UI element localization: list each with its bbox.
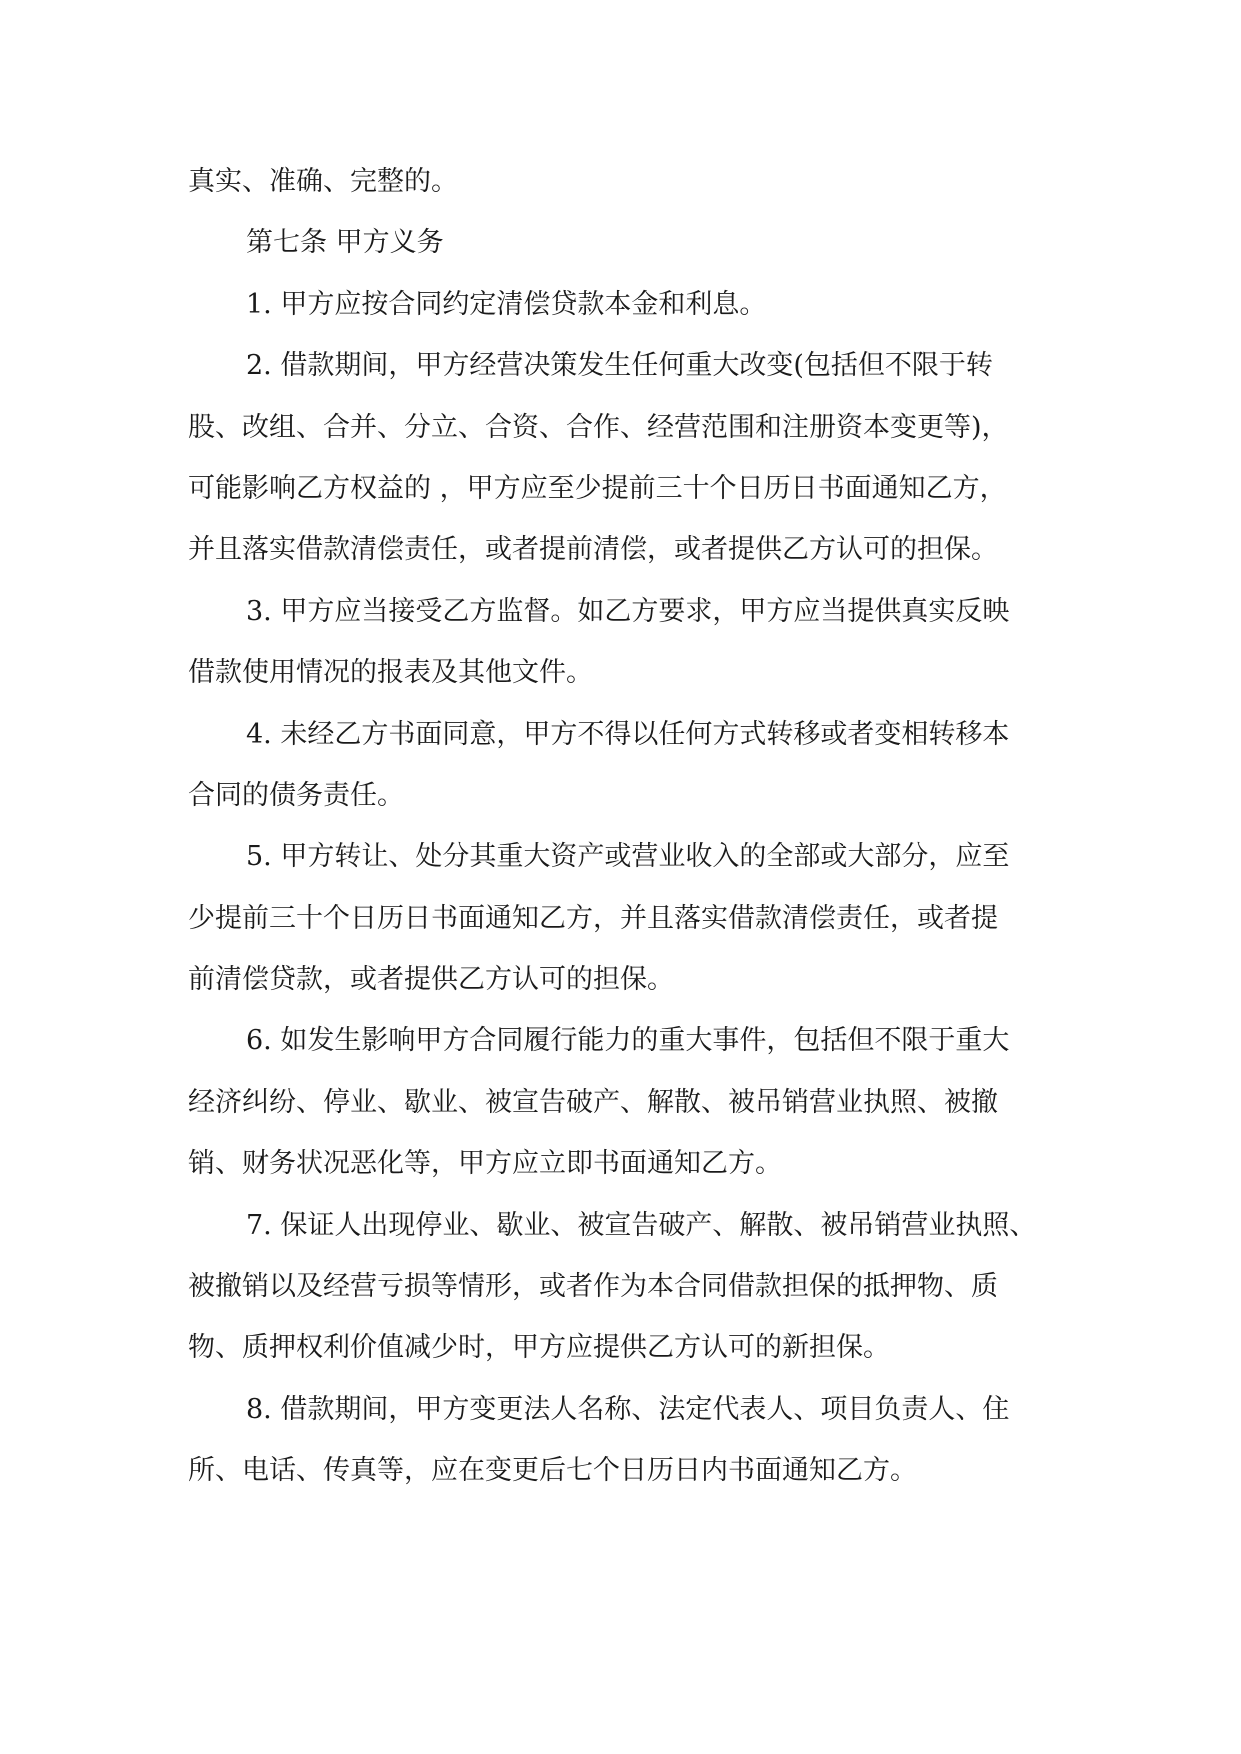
clause-8-line-2: 所、电话、传真等，应在变更后七个日历日内书面通知乙方。 [188,1455,917,1487]
clause-2-line-4: 并且落实借款清偿责任，或者提前清偿，或者提供乙方认可的担保。 [188,534,998,566]
clause-2-line-3: 可能影响乙方权益的 ，甲方应至少提前三十个日历日书面通知乙方， [188,472,1007,504]
clause-7-line-3: 物、质押权利价值减少时，甲方应提供乙方认可的新担保。 [188,1332,890,1364]
clause-3-line-1: 3. 甲方应当接受乙方监督。如乙方要求，甲方应当提供真实反映 [246,595,1010,627]
clause-5-line-3: 前清偿贷款，或者提供乙方认可的担保。 [188,964,674,996]
clause-4-line-2: 合同的债务责任。 [188,779,404,811]
clause-6-line-2: 经济纠纷、停业、歇业、被宣告破产、解散、被吊销营业执照、被撤 [188,1086,998,1118]
clause-8-line-1: 8. 借款期间，甲方变更法人名称、法定代表人、项目负责人、住 [246,1393,1010,1425]
clause-5-line-2: 少提前三十个日历日书面通知乙方，并且落实借款清偿责任，或者提 [188,902,998,934]
clause-7-line-1: 7. 保证人出现停业、歇业、被宣告破产、解散、被吊销营业执照、 [246,1209,1037,1241]
clause-2-line-1: 2. 借款期间，甲方经营决策发生任何重大改变(包括但不限于转 [246,350,993,382]
document-body [188,151,1056,1502]
clause-6-line-1: 6. 如发生影响甲方合同履行能力的重大事件，包括但不限于重大 [246,1025,1010,1057]
clause-1-line-1: 1. 甲方应按合同约定清偿贷款本金和利息。 [246,288,767,320]
clause-7-line-2: 被撤销以及经营亏损等情形，或者作为本合同借款担保的抵押物、质 [188,1271,998,1303]
clause-2-line-2: 股、改组、合并、分立、合资、合作、经营范围和注册资本变更等)， [188,411,1009,443]
clause-4-line-1: 4. 未经乙方书面同意，甲方不得以任何方式转移或者变相转移本 [246,718,1010,750]
clause-3-line-2: 借款使用情况的报表及其他文件。 [188,657,593,689]
clause-6-line-3: 销、财务状况恶化等，甲方应立即书面通知乙方。 [188,1148,782,1180]
article-heading: 第七条 甲方义务 [246,227,444,259]
clause-5-line-1: 5. 甲方转让、处分其重大资产或营业收入的全部或大部分，应至 [246,841,1010,873]
text-line-continuation: 真实、准确、完整的。 [188,166,458,197]
